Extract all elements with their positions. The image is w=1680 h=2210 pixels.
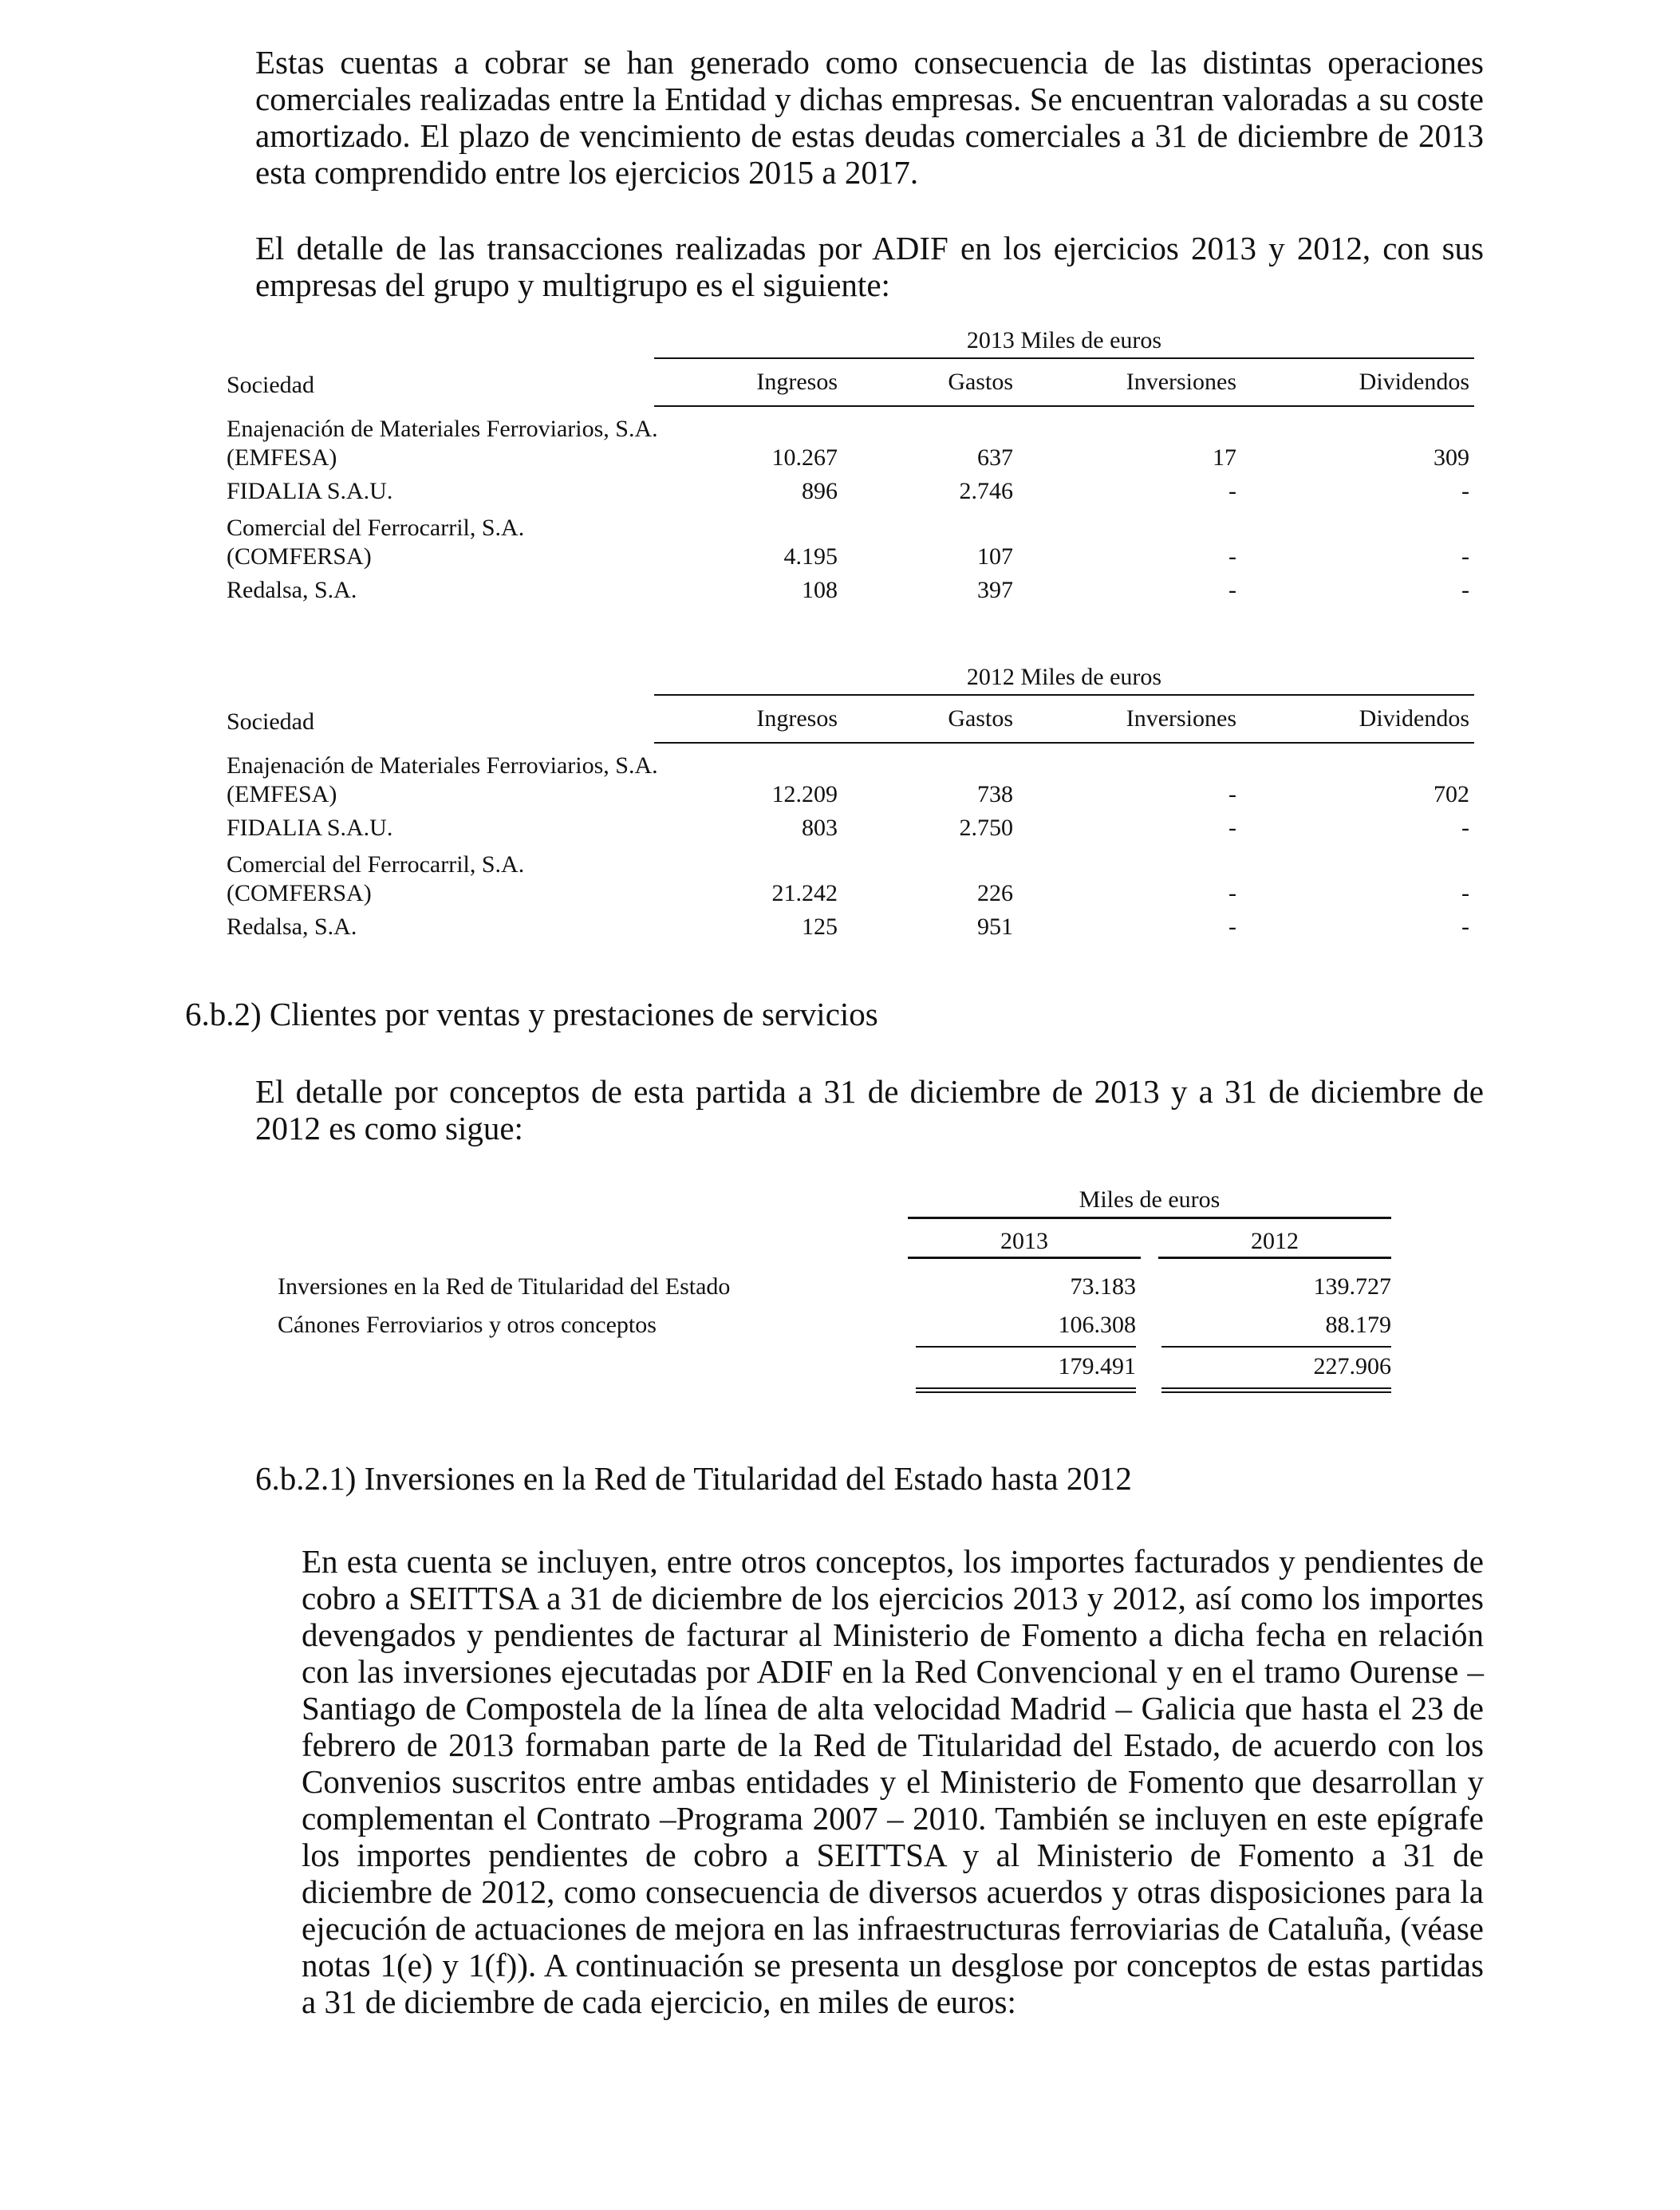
cell-gastos: 107 (977, 543, 1013, 570)
total-double-rule (916, 1387, 1136, 1393)
cell-gastos: 637 (977, 444, 1013, 471)
cell-inversiones: - (1228, 577, 1236, 603)
table-caption: 2013 Miles de euros (654, 326, 1474, 359)
table-header-row (227, 705, 1474, 744)
cell-dividendos: 702 (1434, 781, 1469, 807)
table-header-row (227, 369, 1474, 407)
total-2013: 179.491 (1058, 1353, 1136, 1379)
cell-inversiones: - (1228, 478, 1236, 504)
cell-gastos: 226 (977, 880, 1013, 906)
cell-gastos: 738 (977, 781, 1013, 807)
cell-dividendos: - (1461, 880, 1469, 906)
column-header-inversiones: Inversiones (1126, 369, 1236, 395)
cell-gastos: 2.746 (959, 478, 1013, 504)
year-header-row (908, 1226, 1391, 1261)
cell-inversiones: - (1228, 815, 1236, 841)
row-name: Redalsa, S.A. (227, 577, 357, 603)
cell-ingresos: 125 (802, 914, 838, 940)
table-caption: Miles de euros (908, 1185, 1391, 1219)
row-name: Enajenación de Materiales Ferroviarios, S.A. (EMFESA) (227, 416, 658, 471)
column-header-sociedad: Sociedad (227, 708, 314, 735)
table-row (227, 407, 1474, 472)
cell-ingresos: 4.195 (783, 543, 838, 570)
cell-inversiones: 17 (1213, 444, 1236, 471)
cell-ingresos: 21.242 (771, 880, 838, 906)
cell-dividendos: - (1461, 815, 1469, 841)
row-name: Comercial del Ferrocarril, S.A. (COMFERSA) (227, 515, 525, 570)
table-row (227, 843, 1474, 908)
cell-gastos: 397 (977, 577, 1013, 603)
cell-ingresos: 896 (802, 478, 838, 504)
column-header-gastos: Gastos (948, 705, 1013, 732)
cell-dividendos: - (1461, 543, 1469, 570)
cell-dividendos: - (1461, 914, 1469, 940)
cell-gastos: 951 (977, 914, 1013, 940)
cell-ingresos: 12.209 (771, 781, 838, 807)
cell-2013: 106.308 (1058, 1312, 1136, 1338)
column-header-inversiones: Inversiones (1126, 705, 1236, 732)
row-name: Enajenación de Materiales Ferroviarios, S.A. (EMFESA) (227, 752, 658, 807)
cell-ingresos: 803 (802, 815, 838, 841)
table-row (227, 571, 1474, 605)
row-name: Redalsa, S.A. (227, 914, 357, 940)
total-double-rule (1161, 1387, 1391, 1393)
table-row (227, 472, 1474, 506)
cell-2013: 73.183 (1070, 1273, 1136, 1300)
cell-2012: 139.727 (1313, 1273, 1391, 1300)
column-header-2012: 2012 (1158, 1226, 1391, 1259)
column-header-2013: 2013 (908, 1226, 1141, 1259)
table-row (227, 809, 1474, 843)
total-2012: 227.906 (1313, 1353, 1391, 1379)
row-name: Comercial del Ferrocarril, S.A. (COMFERSA) (227, 851, 525, 906)
section-heading-clientes: 6.b.2) Clientes por ventas y prestaciones de servicios (185, 996, 878, 1032)
column-header-dividendos: Dividendos (1359, 705, 1469, 732)
column-header-dividendos: Dividendos (1359, 369, 1469, 395)
intro-paragraph: Estas cuentas a cobrar se han generado como consecuencia de las distintas operaciones comerciales realizadas entre la Entidad y dichas empresas. Se encuentran valoradas a su coste amortizado. El plazo de vencimiento de estas deudas comerciales a 31 de diciembre de 2013 esta comprendido entre los ejercicios 2015 a 2017. (255, 44, 1484, 191)
cell-2012: 88.179 (1325, 1312, 1391, 1338)
column-header-sociedad: Sociedad (227, 372, 314, 398)
table-row (227, 506, 1474, 571)
table-row (227, 908, 1474, 941)
column-header-ingresos: Ingresos (756, 369, 838, 395)
column-header-ingresos: Ingresos (756, 705, 838, 732)
table-row (227, 744, 1474, 809)
cell-inversiones: - (1228, 781, 1236, 807)
row-name: FIDALIA S.A.U. (227, 478, 393, 504)
inversiones-paragraph: En esta cuenta se incluyen, entre otros conceptos, los importes facturados y pendientes de cobro a SEITTSA a 31 de diciembre de los ejercicios 2013 y 2012, así como los importes devengados y pendientes de facturar al Ministerio de Fomento a dicha fecha en relación con las inversiones ejecutadas por ADIF en la Red Convencional y en el tramo Ourense – Santiago de Compostela de la línea de alta velocidad Madrid – Galicia que hasta el 23 de febrero de 2013 formaban parte de la Red de Titularidad del Estado, de acuerdo con los Convenios suscritos entre ambas entidades y el Ministerio de Fomento que desarrollan y complementan el Contrato –Programa 2007 – 2010. También se incluyen en este epígrafe los importes pendientes de cobro a SEITTSA y al Ministerio de Fomento a 31 de diciembre de 2012, como consecuencia de diversos acuerdos y otras disposiciones para la ejecución de actuaciones de mejora en las infraestructuras ferroviarias de Cataluña, (véase notas 1(e) y 1(f)). A continuación se presenta un desglose por conceptos de estas partidas a 31 de diciembre de cada ejercicio, en miles de euros: (302, 1543, 1484, 2020)
cell-dividendos: 309 (1434, 444, 1469, 471)
subtotal-rule (916, 1346, 1136, 1348)
section-heading-inversiones: 6.b.2.1) Inversiones en la Red de Titularidad del Estado hasta 2012 (255, 1460, 1132, 1497)
clients-intro-paragraph: El detalle por conceptos de esta partida a 31 de diciembre de 2013 y a 31 de diciembre de 2012 es como sigue: (255, 1073, 1484, 1146)
row-name: FIDALIA S.A.U. (227, 815, 393, 841)
cell-inversiones: - (1228, 543, 1236, 570)
cell-dividendos: - (1461, 577, 1469, 603)
table-row (278, 1271, 1402, 1303)
cell-ingresos: 108 (802, 577, 838, 603)
table-caption: 2012 Miles de euros (654, 662, 1474, 696)
table-row (278, 1309, 1402, 1341)
row-label: Inversiones en la Red de Titularidad del Estado (278, 1273, 731, 1300)
cell-dividendos: - (1461, 478, 1469, 504)
column-header-gastos: Gastos (948, 369, 1013, 395)
cell-ingresos: 10.267 (771, 444, 838, 471)
subtotal-rule (1161, 1346, 1391, 1348)
cell-inversiones: - (1228, 880, 1236, 906)
cell-gastos: 2.750 (959, 815, 1013, 841)
total-row (278, 1351, 1402, 1383)
cell-inversiones: - (1228, 914, 1236, 940)
transactions-intro-paragraph: El detalle de las transacciones realizadas por ADIF en los ejercicios 2013 y 2012, con sus empresas del grupo y multigrupo es el siguiente: (255, 230, 1484, 303)
row-label: Cánones Ferroviarios y otros conceptos (278, 1312, 657, 1338)
